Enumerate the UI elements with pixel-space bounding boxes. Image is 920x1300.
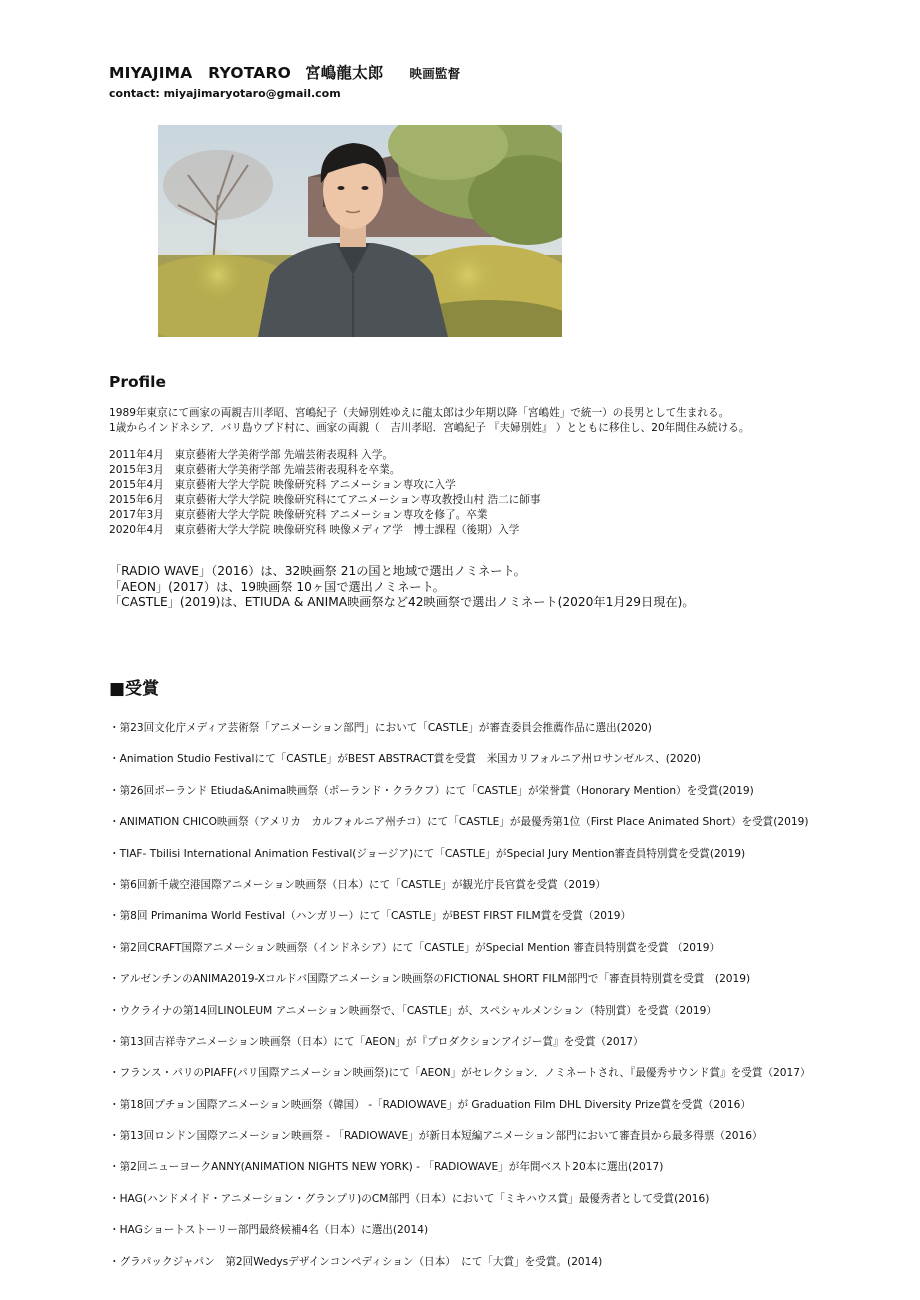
profile-title: Profile <box>109 373 166 391</box>
film-nominations <box>109 564 695 611</box>
award-item: ・第13回吉祥寺アニメーション映画祭（日本）にて「AEON」が『プロダクションアイジー賞』を受賞（2017） <box>109 1035 644 1048</box>
award-item: ・第23回文化庁メディア芸術祭「アニメーション部門」において「CASTLE」が審査委員会推薦作品に選出(2020) <box>109 722 652 734</box>
award-item: ・HAGショートストーリー部門最終候補4名（日本）に選出(2014) <box>109 1224 429 1237</box>
awards-list <box>109 721 811 1286</box>
education-item: 2020年4月 東京藝術大学大学院 映像研究科 映像メディア学 博士課程（後期）入学 <box>109 524 520 536</box>
award-item: ・HAG(ハンドメイド・アニメーション・グランプリ)のCM部門（日本）において「ミキハウス賞」最優秀者として受賞(2016) <box>109 1192 710 1205</box>
award-item: ・Animation Studio Festivalにて「CASTLE」がBEST ABSTRACT賞を受賞 米国カリフォルニア州ロサンゼルス、(2020) <box>109 753 701 766</box>
award-item: ・第2回CRAFT国際アニメーション映画祭（インドネシア）にて「CASTLE」がSpecial Mention 審査員特別賞を受賞 （2019） <box>109 941 721 954</box>
education-item: 2015年3月 東京藝術大学美術学部 先端芸術表現科を卒業。 <box>109 464 401 476</box>
education-item: 2015年4月 東京藝術大学大学院 映像研究科 アニメーション専攻に入学 <box>109 479 456 491</box>
name-line <box>109 61 460 83</box>
award-item: ・フランス・パリのPIAFF(パリ国際アニメーション映画祭)にて「AEON」がセレクション．ノミネートされ、『最優秀サウンド賞』を受賞（2017） <box>109 1067 811 1080</box>
name-en: MIYAJIMA RYOTARO <box>109 64 291 82</box>
award-item: ・第8回 Primanima World Festival（ハンガリー）にて「CASTLE」がBEST FIRST FILM賞を受賞（2019） <box>109 910 632 923</box>
header <box>109 61 460 100</box>
award-item: ・第18回プチョン国際アニメーション映画祭（韓国） -「RADIOWAVE」が Graduation Film DHL Diversity Prize賞を受賞（2016） <box>109 1098 751 1111</box>
role: 映画監督 <box>409 66 461 81</box>
film-line: 「AEON」(2017）は、19映画祭 10ヶ国で選出ノミネート。 <box>109 579 445 594</box>
film-line: 「CASTLE」(2019)は、ETIUDA & ANIMA映画祭など42映画祭で選出ノミネート(2020年1月29日現在)。 <box>109 595 695 610</box>
contact-email: contact: miyajimaryotaro@gmail.com <box>109 87 341 100</box>
intro-line: 1989年東京にて画家の両親吉川孝昭、宮嶋紀子（夫婦別姓ゆえに龍太郎は少年期以降「宮嶋姓」で統一）の長男として生まれる。 <box>109 407 730 419</box>
education-list <box>109 448 540 538</box>
portrait-photo <box>158 125 562 337</box>
award-item: ・第13回ロンドン国際アニメーション映画祭 - 「RADIOWAVE」が新日本短編アニメーション部門において審査員から最多得票（2016） <box>109 1130 763 1143</box>
award-item: ・アルゼンチンのANIMA2019-Xコルドバ国際アニメーション映画祭のFICTIONAL SHORT FILM部門で「審査員特別賞を受賞 (2019) <box>109 973 751 986</box>
profile-intro <box>109 406 749 436</box>
awards-title: ■受賞 <box>109 679 160 699</box>
education-item: 2011年4月 東京藝術大学美術学部 先端芸術表現科 入学。 <box>109 449 394 461</box>
film-line: 「RADIO WAVE」（2016）は、32映画祭 21の国と地域で選出ノミネート。 <box>109 564 526 578</box>
award-item: ・ウクライナの第14回LINOLEUM アニメーション映画祭で、「CASTLE」が、スペシャルメンション（特別賞）を受賞（2019） <box>109 1004 717 1017</box>
education-item: 2015年6月 東京藝術大学大学院 映像研究科にてアニメーション専攻教授山村 浩二に師事 <box>109 494 541 506</box>
intro-line: 1歳からインドネシア．バリ島ウブド村に、画家の両親（ 吉川孝昭．宮嶋紀子 『夫婦別姓』 ）とともに移住し、20年間住み続ける。 <box>109 422 750 434</box>
award-item: ・グラパックジャパン 第2回Wedysデザインコンペディション（日本） にて「大賞」を受賞。(2014) <box>109 1255 603 1268</box>
award-item: ・第26回ポーランド Etiuda&Anima映画祭（ポーランド・クラクフ）にて「CASTLE」が栄誉賞（Honorary Mention）を受賞(2019) <box>109 784 754 797</box>
award-item: ・ANIMATION CHICO映画祭（アメリカ カルフォルニア州チコ）にて「CASTLE」が最優秀第1位（First Place Animated Short）を受賞(2019) <box>109 816 809 829</box>
education-item: 2017年3月 東京藝術大学大学院 映像研究科 アニメーション専攻を修了。卒業 <box>109 509 488 521</box>
award-item: ・第2回ニューヨークANNY(ANIMATION NIGHTS NEW YORK) - 「RADIOWAVE」が年間ベスト20本に選出(2017) <box>109 1161 664 1174</box>
award-item: ・TIAF- Tbilisi International Animation Festival(ジョージア)にて「CASTLE」がSpecial Jury Mention審査員特別賞を受賞(2019) <box>109 847 746 860</box>
award-item: ・第6回新千歳空港国際アニメーション映画祭（日本）にて「CASTLE」が観光庁長官賞を受賞（2019） <box>109 878 606 891</box>
name-ja: 宮嶋龍太郎 <box>305 64 384 82</box>
